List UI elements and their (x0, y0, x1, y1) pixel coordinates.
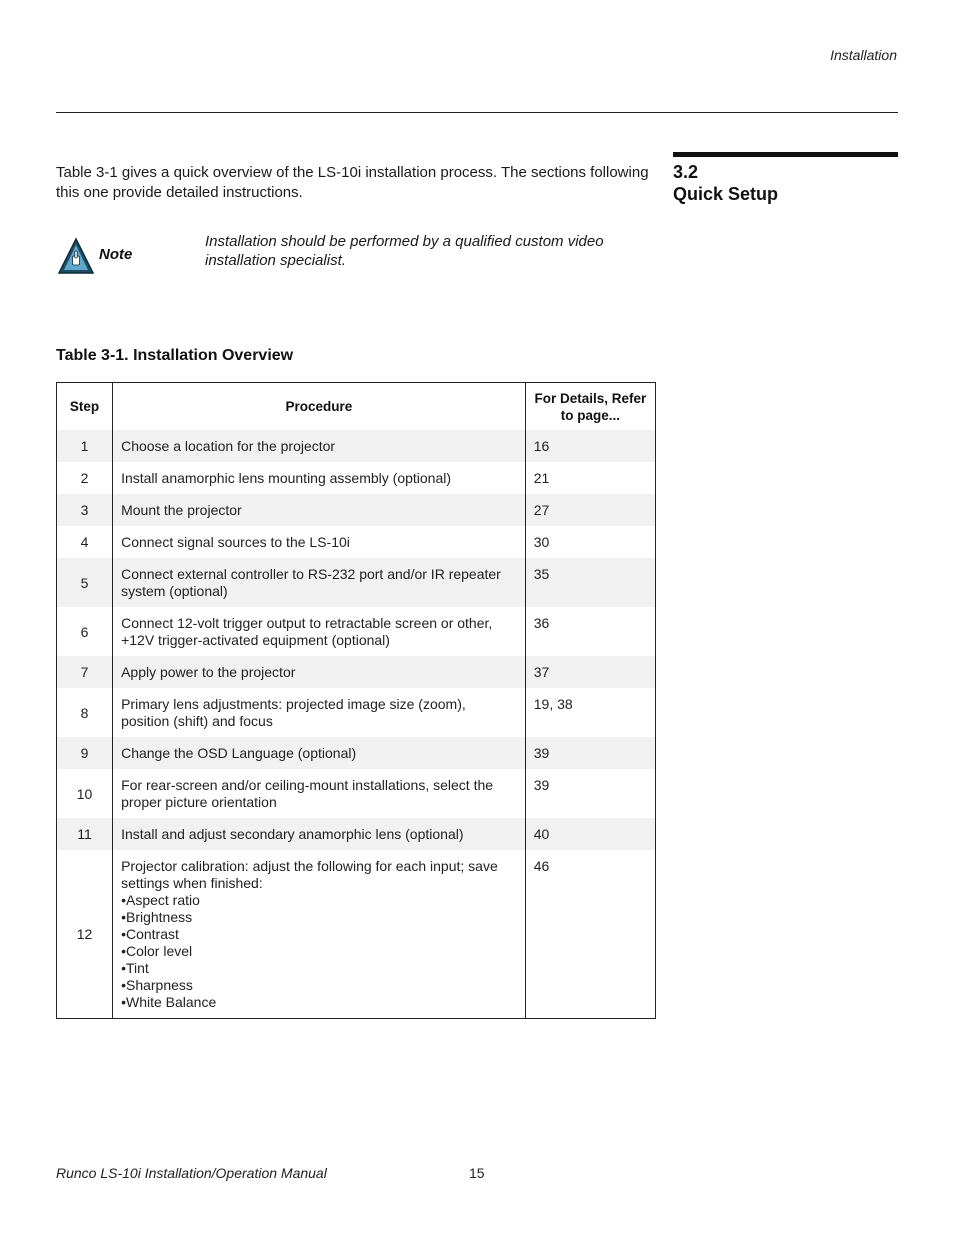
procedure-cell (113, 688, 526, 737)
step-cell: 6 (57, 607, 113, 656)
step-cell: 4 (57, 526, 113, 558)
page-ref-cell: 36 (533, 615, 550, 631)
table-row (57, 430, 656, 462)
table-body (57, 430, 656, 1019)
procedure-text: Change the OSD Language (optional) (121, 745, 357, 761)
step-cell: 9 (57, 737, 113, 769)
step-cell: 3 (57, 494, 113, 526)
procedure-cell (113, 737, 526, 769)
step-cell: 12 (57, 850, 113, 1019)
table-row (57, 656, 656, 688)
table-row (57, 818, 656, 850)
table-row (57, 850, 656, 1019)
page-ref-cell: 37 (525, 656, 655, 688)
step-cell: 5 (57, 558, 113, 607)
table-header-row (57, 383, 656, 431)
page-ref-cell: 40 (525, 818, 655, 850)
procedure-bullet: • Aspect ratio (121, 892, 517, 909)
step-cell: 11 (57, 818, 113, 850)
procedure-cell (113, 558, 526, 607)
procedure-cell (113, 462, 526, 494)
procedure-text: Connect 12-volt trigger output to retractable screen or other, +12V trigger-activated equipment (optional) (121, 615, 493, 648)
header-rule (56, 112, 898, 113)
table-row (57, 494, 656, 526)
page-ref-cell: 39 (533, 777, 550, 793)
table-row (57, 688, 656, 737)
page-ref-cell: 19, 38 (533, 696, 573, 712)
procedure-text: Apply power to the projector (121, 664, 296, 680)
procedure-text: Connect external controller to RS-232 port and/or IR repeater system (optional) (121, 566, 501, 599)
table-row (57, 737, 656, 769)
page-ref-cell: 16 (525, 430, 655, 462)
footer-page-number: 15 (469, 1165, 485, 1181)
procedure-cell (113, 818, 526, 850)
procedure-cell (113, 494, 526, 526)
procedure-bullet: • Brightness (121, 909, 517, 926)
procedure-bullet: • White Balance (121, 994, 517, 1011)
page-ref-cell: 46 (533, 858, 550, 874)
page-ref-cell: 35 (525, 558, 655, 607)
procedure-bullet: • Sharpness (121, 977, 517, 994)
procedure-text: Mount the projector (121, 502, 242, 518)
page-ref-cell: 21 (533, 470, 550, 486)
note-text: Installation should be performed by a qualified custom video installation specialist. (205, 233, 604, 269)
table-row (57, 558, 656, 607)
procedure-cell (113, 526, 526, 558)
section-bar (673, 152, 898, 157)
procedure-cell (113, 769, 526, 818)
table-row (57, 769, 656, 818)
procedure-cell (113, 607, 526, 656)
procedure-bullet: • Tint (121, 960, 517, 977)
section-title: Quick Setup (673, 184, 779, 204)
procedure-bullet: • Color level (121, 943, 517, 960)
page-ref-cell: 30 (533, 534, 550, 550)
step-cell: 8 (57, 688, 113, 737)
header-procedure: Procedure (113, 383, 526, 431)
procedure-cell (113, 850, 526, 1019)
note-label: Note (99, 246, 133, 263)
header-step: Step (57, 383, 113, 431)
procedure-cell (113, 430, 526, 462)
page-ref-cell: 27 (525, 494, 655, 526)
warning-hand-icon (57, 237, 95, 275)
page-ref-cell: 39 (525, 737, 655, 769)
step-cell: 10 (57, 769, 113, 818)
procedure-bullet: • Contrast (121, 926, 517, 943)
procedure-text: Install anamorphic lens mounting assembly (optional) (121, 470, 452, 486)
footer-manual-title: Runco LS-10i Installation/Operation Manual (56, 1165, 327, 1181)
procedure-text: For rear-screen and/or ceiling-mount installations, select the proper picture orientation (121, 777, 494, 810)
header-details-page: For Details, Refer to page... (534, 390, 647, 423)
running-head: Installation (830, 47, 897, 63)
procedure-text: Projector calibration: adjust the following for each input; save settings when finished: (121, 858, 498, 891)
table-caption: Table 3-1. Installation Overview (56, 347, 294, 364)
installation-overview-table (56, 382, 656, 1019)
procedure-bullet-list (121, 892, 517, 1011)
procedure-text: Connect signal sources to the LS-10i (121, 534, 350, 550)
step-cell: 2 (57, 462, 113, 494)
step-cell: 1 (57, 430, 113, 462)
procedure-text: Choose a location for the projector (121, 438, 336, 454)
procedure-text: Install and adjust secondary anamorphic lens (optional) (121, 826, 464, 842)
table-row (57, 462, 656, 494)
table-row (57, 607, 656, 656)
section-number: 3.2 (673, 162, 699, 182)
procedure-text: Primary lens adjustments: projected image size (zoom), position (shift) and focus (121, 696, 466, 729)
step-cell: 7 (57, 656, 113, 688)
table-row (57, 526, 656, 558)
intro-paragraph: Table 3-1 gives a quick overview of the LS-10i installation process. The sections following this one provide detailed instructions. (56, 164, 649, 201)
procedure-cell (113, 656, 526, 688)
